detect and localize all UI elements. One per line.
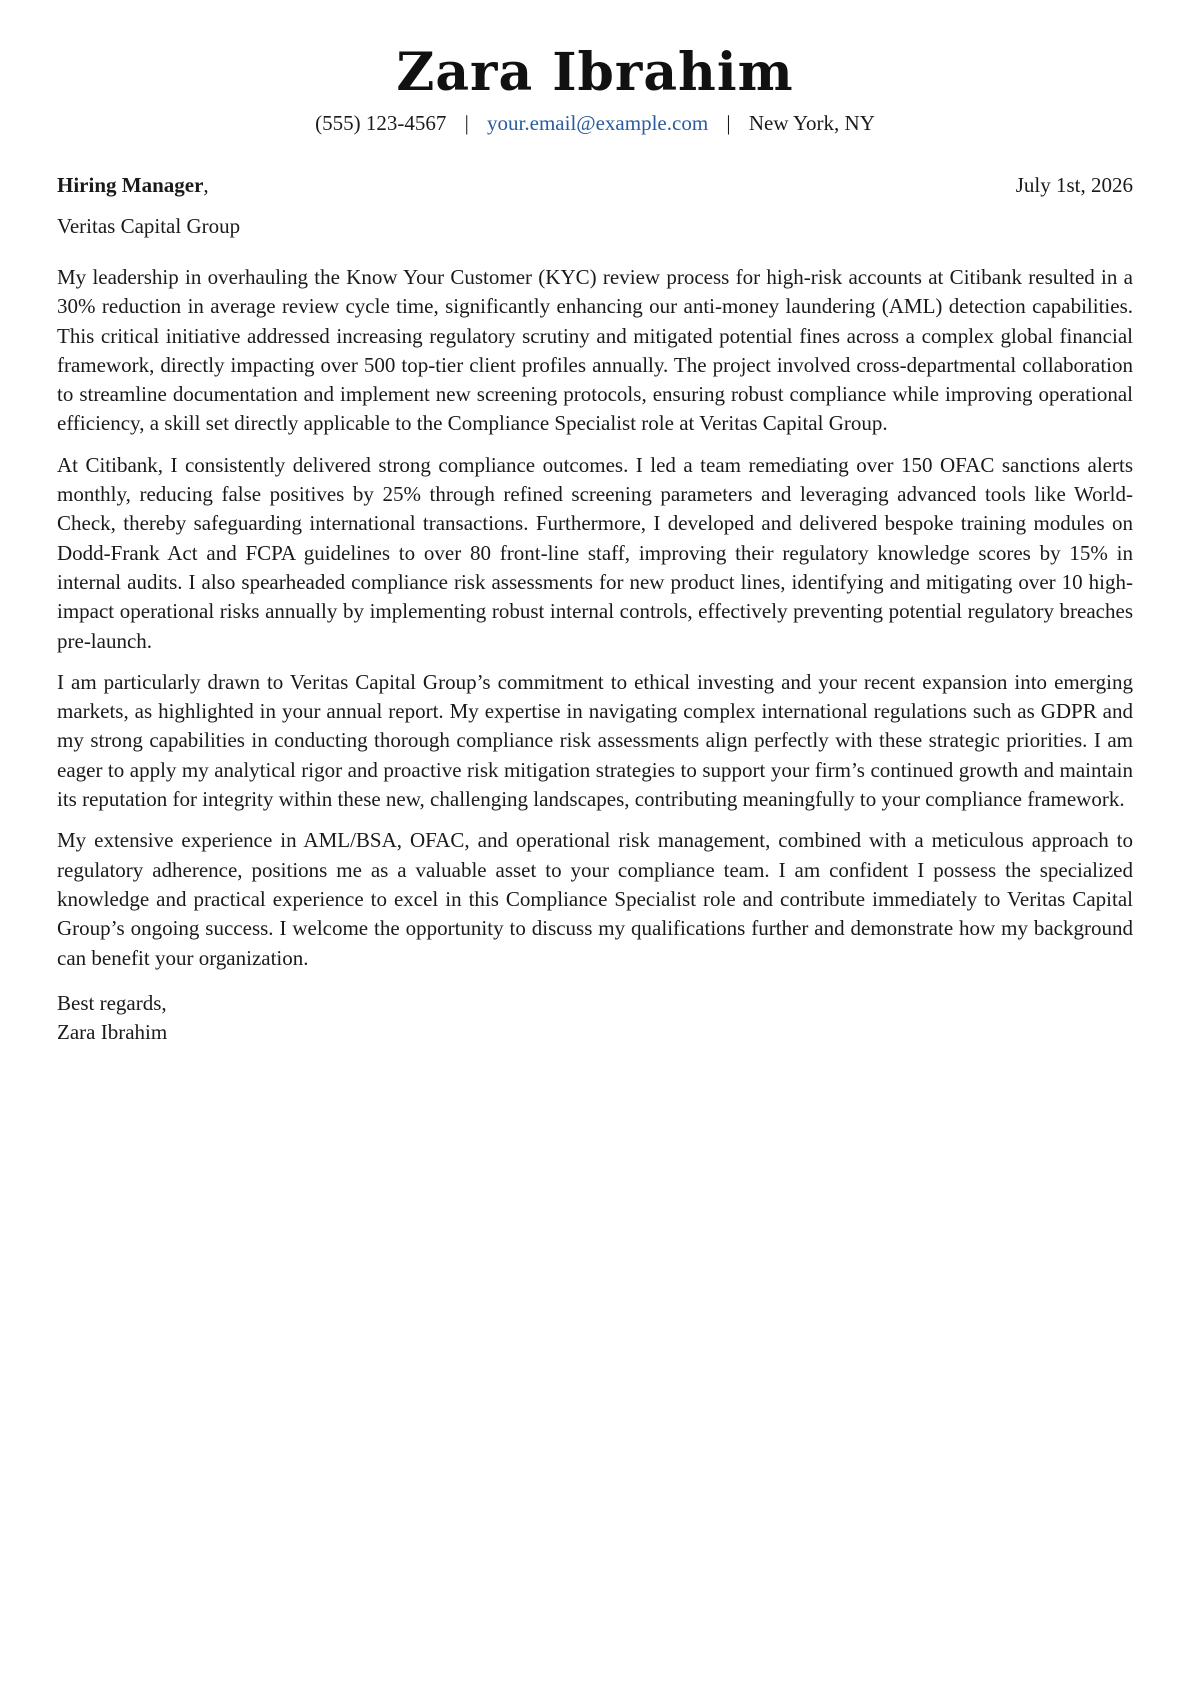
body-paragraph: My leadership in overhauling the Know Your Customer (KYC) review process for high-risk accounts at Citibank resulted in a 30% reduction in average review cycle time, significantly enhancing our anti-money laundering (AML) detection capabilities. This critical initiative addressed increasing regulatory scrutiny and mitigated potential fines across a complex global financial framework, directly impacting over 500 top-tier client profiles annually. The project involved cross-departmental collaboration to streamline documentation and implement new screening protocols, ensuring robust compliance while improving operational efficiency, a skill set directly applicable to the Compliance Specialist role at Veritas Capital Group. (57, 265, 1133, 436)
company-name: Veritas Capital Group (57, 214, 241, 238)
recipient-suffix: , (203, 173, 209, 197)
applicant-name: Zara Ibrahim (396, 42, 794, 103)
recipient-name: Hiring Manager (57, 173, 204, 197)
letter-date: July 1st, 2026 (1015, 173, 1133, 197)
closing-phrase: Best regards, (57, 990, 167, 1015)
contact-line (57, 109, 1133, 137)
contact-separator: | (726, 111, 731, 135)
location: New York, NY (748, 111, 875, 135)
letter-body (57, 263, 1133, 973)
body-paragraph: At Citibank, I consistently delivered strong compliance outcomes. I led a team remediating over 150 OFAC sanctions alerts monthly, reducing false positives by 25% through refined screening parameters and leveraging advanced tools like World-Check, thereby safeguarding international transactions. Furthermore, I developed and delivered bespoke training modules on Dodd-Frank Act and FCPA guidelines to over 80 front-line staff, improving their regulatory knowledge scores by 15% in internal audits. I also spearheaded compliance risk assessments for new product lines, identifying and mitigating over 10 high-impact operational risks annually by implementing robust internal controls, effectively preventing potential regulatory breaches pre-launch. (57, 452, 1133, 653)
phone-number: (555) 123-4567 (315, 111, 447, 135)
address-row (57, 171, 1133, 199)
recipient-line (57, 171, 209, 199)
signature-name: Zara Ibrahim (57, 1019, 168, 1044)
email-link[interactable]: your.email@example.com (487, 111, 709, 135)
closing-block (57, 989, 1133, 1047)
body-paragraph: I am particularly drawn to Veritas Capital Group’s commitment to ethical investing and your recent expansion into emerging markets, as highlighted in your annual report. My expertise in navigating complex international regulations such as GDPR and my strong capabilities in conducting thorough compliance risk assessments align perfectly with these strategic priorities. I am eager to apply my analytical rigor and proactive risk mitigation strategies to support your firm’s continued growth and maintain its reputation for integrity within these new, challenging landscapes, contributing meaningfully to your compliance framework. (57, 669, 1133, 812)
contact-separator: | (464, 111, 469, 135)
body-paragraph: My extensive experience in AML/BSA, OFAC, and operational risk management, combined with a meticulous approach to regulatory adherence, positions me as a valuable asset to your compliance team. I am confident I possess the specialized knowledge and practical experience to excel in this Compliance Specialist role and contribute immediately to Veritas Capital Group’s ongoing success. I welcome the opportunity to discuss my qualifications further and demonstrate how my background can benefit your organization. (57, 828, 1133, 970)
cover-letter-page (57, 40, 1133, 1047)
